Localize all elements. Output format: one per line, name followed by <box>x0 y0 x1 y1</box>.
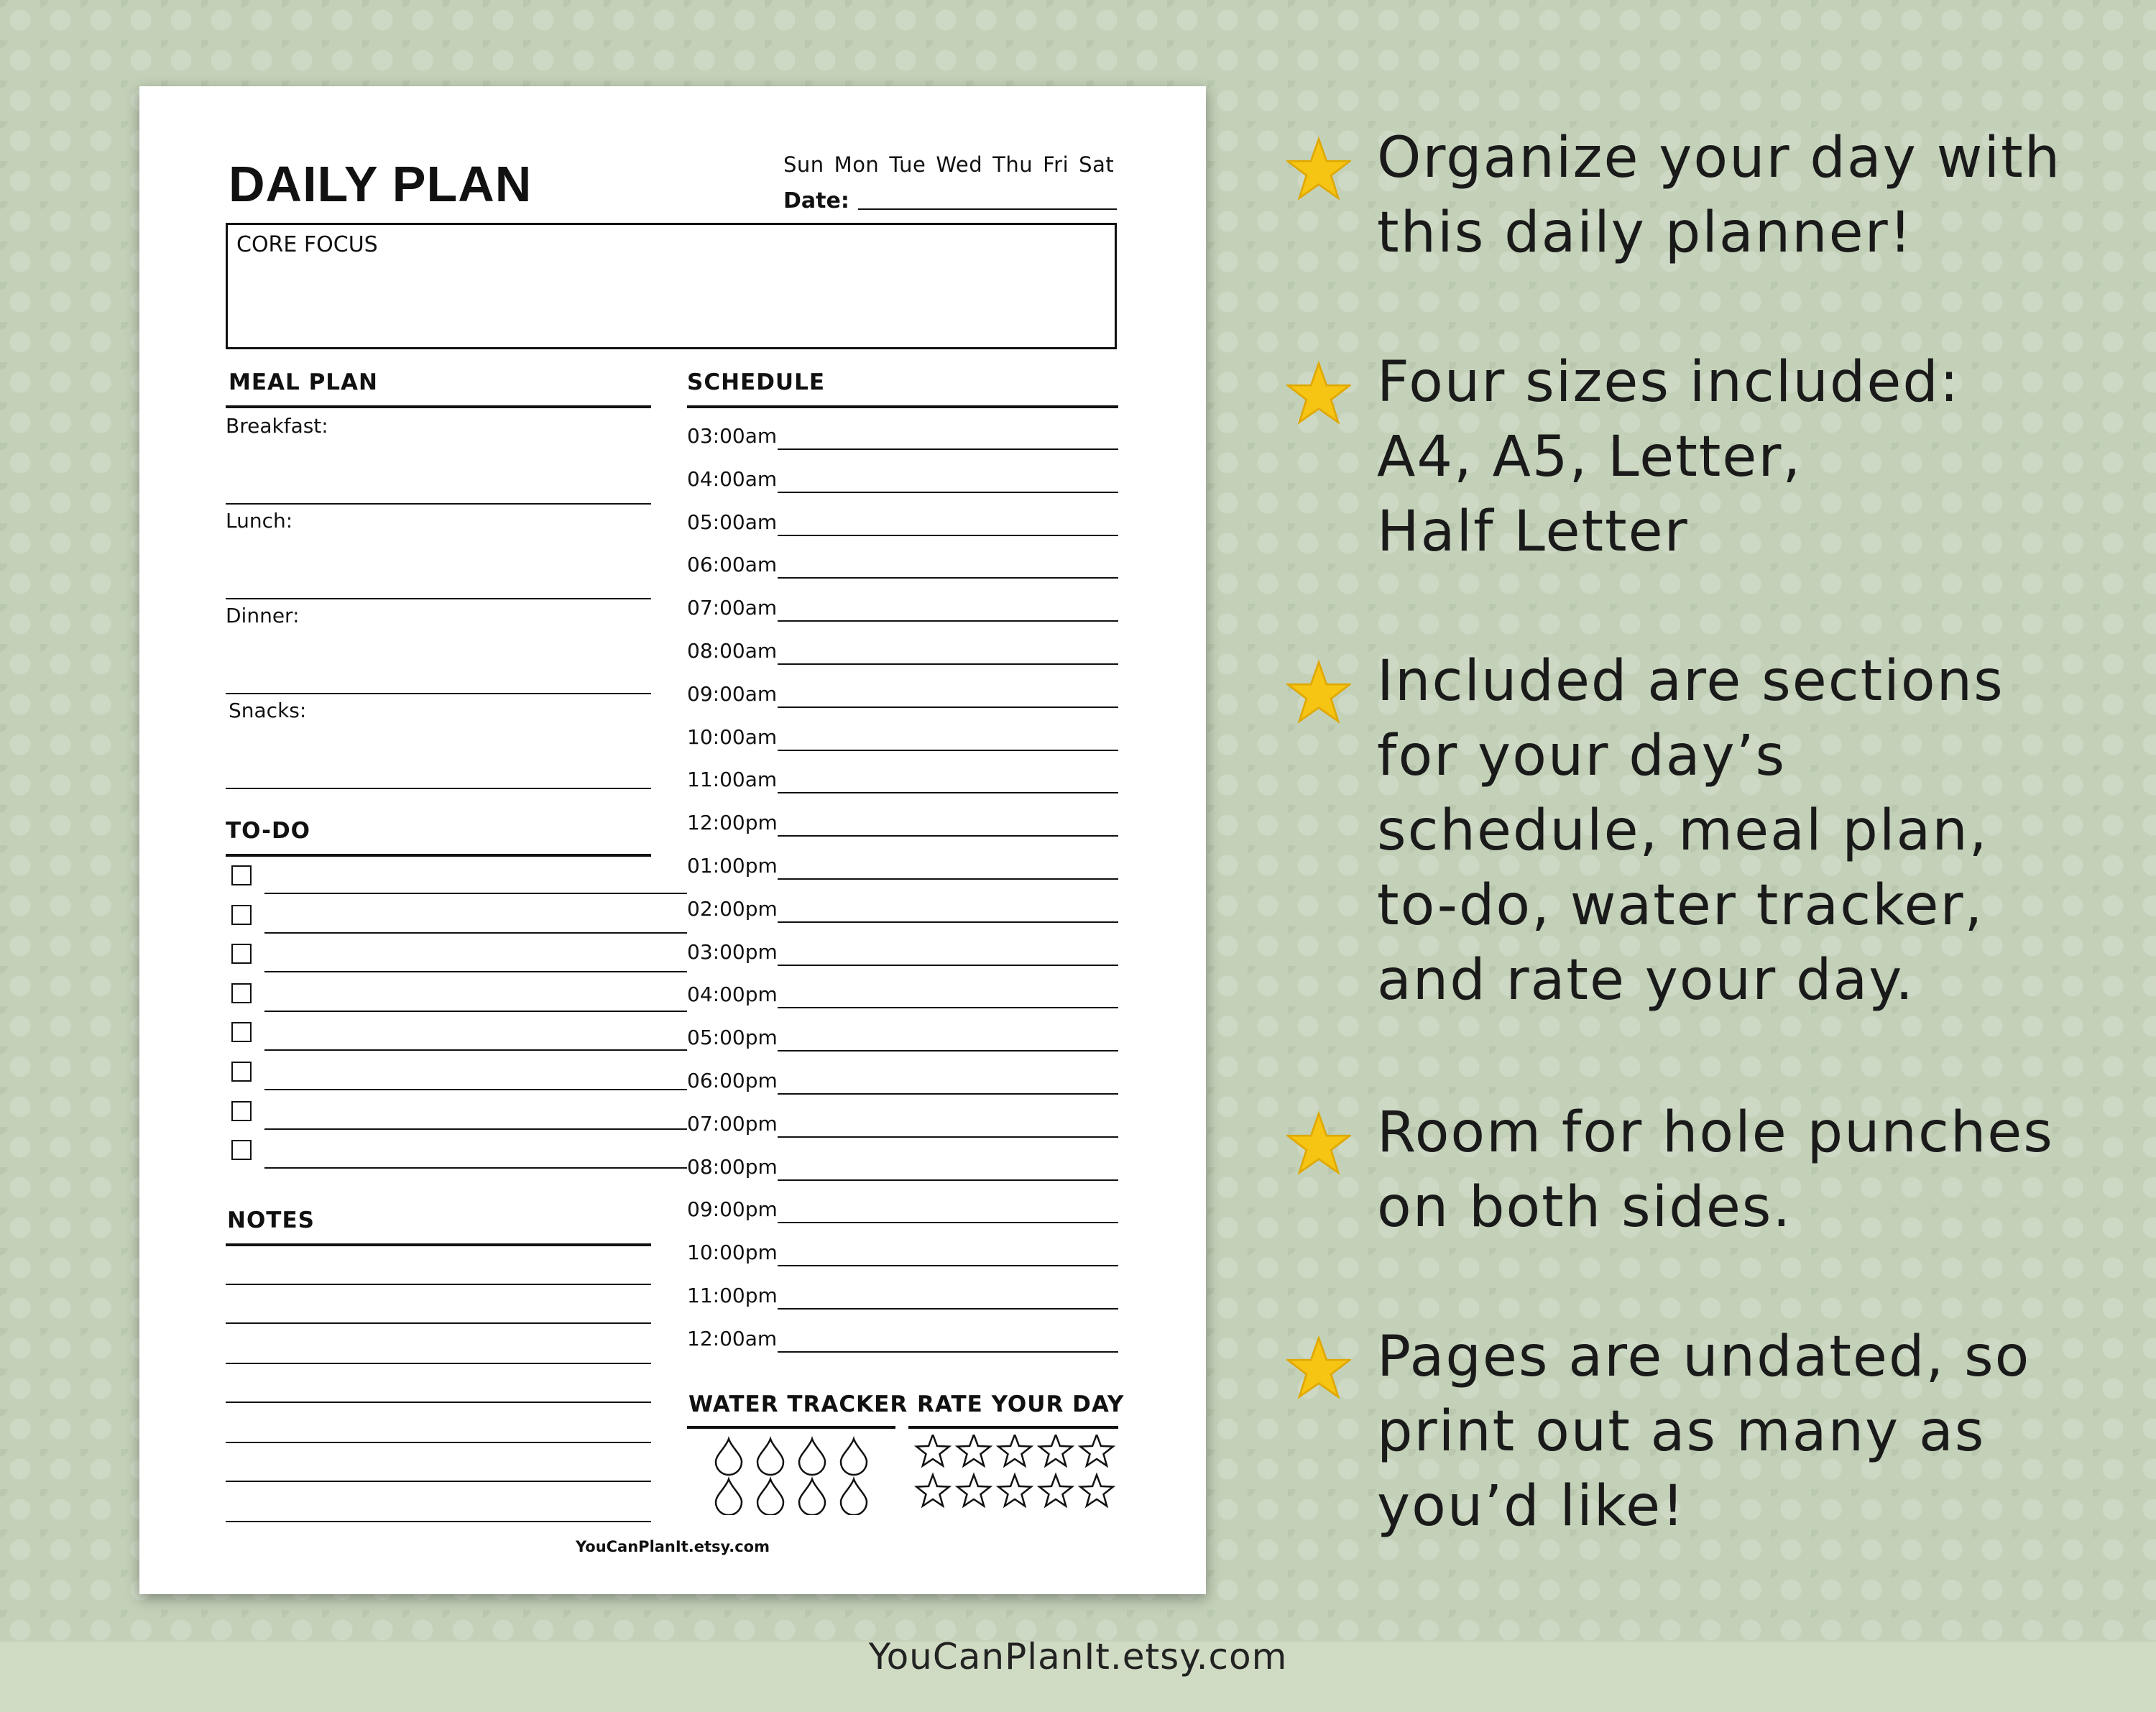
meal-plan-rule <box>226 405 651 408</box>
schedule-time: 10:00pm <box>687 1241 778 1265</box>
schedule-time: 06:00am <box>687 553 778 577</box>
star-icon <box>1286 1335 1351 1400</box>
schedule-line <box>778 835 1118 837</box>
schedule-row <box>687 553 1118 581</box>
notes-line <box>226 1481 651 1482</box>
feature-item <box>1286 1320 2134 1550</box>
todo-checkbox[interactable] <box>231 1022 252 1042</box>
schedule-time: 05:00am <box>687 510 778 534</box>
schedule-line <box>778 750 1118 751</box>
feature-item <box>1286 1095 2134 1253</box>
todo-rule <box>226 854 651 857</box>
rating-star-icon[interactable] <box>1080 1435 1113 1465</box>
schedule-line <box>778 1093 1118 1095</box>
meal-breakfast-label: Breakfast: <box>226 414 328 438</box>
rating-star-icon[interactable] <box>957 1475 990 1506</box>
meal-breakfast-line <box>226 503 651 505</box>
schedule-line <box>778 1265 1118 1266</box>
schedule-line <box>778 1222 1118 1223</box>
schedule-time: 06:00pm <box>687 1069 778 1092</box>
schedule-rule <box>687 405 1118 408</box>
schedule-row <box>687 1284 1118 1312</box>
schedule-line <box>778 921 1118 923</box>
todo-checkbox[interactable] <box>231 944 252 964</box>
schedule-row <box>687 682 1118 711</box>
schedule-row <box>687 510 1118 539</box>
schedule-row <box>687 1197 1118 1226</box>
core-focus-box <box>226 223 1117 349</box>
notes-heading: NOTES <box>227 1207 315 1233</box>
schedule-row <box>687 1026 1118 1054</box>
water-tracker-rule <box>687 1426 895 1429</box>
schedule-row <box>687 1069 1118 1097</box>
todo-checkbox[interactable] <box>231 1140 252 1160</box>
notes-line <box>226 1284 651 1285</box>
star-icon <box>1286 1111 1351 1176</box>
meal-plan-heading: MEAL PLAN <box>229 369 378 395</box>
notes-line <box>226 1442 651 1443</box>
sheet-footer-url: YouCanPlanIt.etsy.com <box>575 1538 770 1555</box>
schedule-line <box>778 620 1118 622</box>
schedule-time: 10:00am <box>687 724 778 749</box>
todo-line <box>264 1011 687 1012</box>
star-icon <box>1286 660 1351 724</box>
date-line <box>858 208 1117 210</box>
schedule-row <box>687 1327 1118 1356</box>
schedule-line <box>778 448 1118 450</box>
schedule-row <box>687 725 1118 754</box>
notes-rule <box>226 1243 651 1246</box>
notes-line <box>226 1521 651 1522</box>
schedule-row <box>687 982 1118 1011</box>
feature-text: Four sizes included: A4, A5, Letter, Half Letter <box>1377 350 1961 564</box>
meal-dinner-label: Dinner: <box>226 604 300 627</box>
schedule-time: 02:00pm <box>687 896 778 921</box>
feature-item <box>1286 345 2134 575</box>
schedule-line <box>778 965 1118 966</box>
schedule-line <box>778 1308 1118 1310</box>
notes-line <box>226 1402 651 1403</box>
rating-star-icon[interactable] <box>916 1475 949 1506</box>
rating-star-icon[interactable] <box>1039 1475 1072 1506</box>
schedule-line <box>778 1136 1118 1138</box>
schedule-line <box>778 1179 1118 1181</box>
schedule-line <box>778 878 1118 880</box>
todo-line <box>264 932 687 934</box>
todo-line <box>264 1167 687 1169</box>
feature-text: Room for hole punches on both sides. <box>1377 1100 2054 1240</box>
notes-line <box>226 1322 651 1324</box>
meal-lunch-line <box>226 598 651 599</box>
todo-heading: TO-DO <box>226 818 311 844</box>
todo-checkbox[interactable] <box>231 1101 252 1121</box>
schedule-time: 08:00pm <box>687 1154 778 1179</box>
schedule-time: 07:00pm <box>687 1111 778 1136</box>
rating-stars <box>914 1435 1123 1515</box>
schedule-line <box>778 707 1118 708</box>
water-drop-icon[interactable] <box>799 1439 825 1475</box>
schedule-row <box>687 596 1118 625</box>
rating-star-icon[interactable] <box>998 1435 1031 1465</box>
todo-line <box>264 1128 687 1130</box>
schedule-row <box>687 768 1118 796</box>
schedule-row <box>687 854 1118 883</box>
meal-snacks-line <box>226 788 651 789</box>
star-icon <box>1286 361 1351 425</box>
schedule-time: 12:00pm <box>687 811 778 835</box>
water-drop-icon[interactable] <box>841 1439 867 1475</box>
star-icon <box>1286 137 1351 201</box>
schedule-time: 12:00am <box>687 1326 778 1350</box>
schedule-line <box>778 492 1118 493</box>
weekday-thu: Thu <box>992 152 1033 177</box>
schedule-time: 04:00pm <box>687 982 778 1007</box>
meal-snacks-label: Snacks: <box>229 699 307 722</box>
water-drop-icon[interactable] <box>716 1479 742 1515</box>
schedule-time: 03:00am <box>687 424 778 448</box>
schedule-row <box>687 424 1118 453</box>
schedule-time: 11:00am <box>687 768 778 792</box>
schedule-row <box>687 1112 1118 1141</box>
weekday-sat: Sat <box>1079 152 1115 177</box>
schedule-line <box>778 577 1118 579</box>
planner-sheet <box>139 86 1206 1594</box>
feature-text: Pages are undated, so print out as many as you’d like! <box>1377 1325 2031 1539</box>
schedule-time: 07:00am <box>687 596 778 620</box>
water-tracker-heading: WATER TRACKER <box>688 1391 908 1417</box>
todo-line <box>264 1089 687 1090</box>
feature-text: Organize your day with this daily planner! <box>1377 126 2062 265</box>
schedule-row <box>687 1155 1118 1184</box>
rate-your-day-rule <box>908 1426 1118 1429</box>
rating-star-icon[interactable] <box>1080 1475 1113 1506</box>
schedule-time: 04:00am <box>687 466 778 491</box>
todo-checkbox[interactable] <box>231 865 252 885</box>
schedule-time: 09:00pm <box>687 1197 778 1222</box>
water-drop-icon[interactable] <box>841 1479 867 1515</box>
water-drop-icon[interactable] <box>757 1439 783 1475</box>
schedule-time: 05:00pm <box>687 1026 778 1050</box>
schedule-row <box>687 1241 1118 1269</box>
schedule-time: 08:00am <box>687 639 778 663</box>
weekday-wed: Wed <box>936 152 983 177</box>
schedule-row <box>687 639 1118 668</box>
rating-star-icon[interactable] <box>998 1475 1031 1506</box>
schedule-time: 03:00pm <box>687 939 778 964</box>
schedule-heading: SCHEDULE <box>687 369 826 395</box>
rating-star-icon[interactable] <box>916 1435 949 1465</box>
rating-star-icon[interactable] <box>1039 1435 1072 1465</box>
meal-lunch-label: Lunch: <box>226 509 293 533</box>
todo-checkbox[interactable] <box>231 905 252 925</box>
todo-line <box>264 971 687 972</box>
rating-star-icon[interactable] <box>957 1435 990 1465</box>
weekday-sun: Sun <box>783 152 824 177</box>
schedule-line <box>778 792 1118 793</box>
todo-line <box>264 893 687 894</box>
schedule-line <box>778 663 1118 665</box>
weekday-tue: Tue <box>889 152 926 177</box>
todo-checkbox[interactable] <box>231 1062 252 1082</box>
date-label: Date: <box>783 188 849 213</box>
weekday-mon: Mon <box>834 152 880 177</box>
core-focus-label: CORE FOCUS <box>236 232 378 257</box>
schedule-line <box>778 1050 1118 1051</box>
notes-line <box>226 1363 651 1364</box>
water-drop-icon[interactable] <box>757 1479 783 1515</box>
schedule-time: 11:00pm <box>687 1284 778 1307</box>
weekday-list <box>783 152 1114 177</box>
footer-url: YouCanPlanIt.etsy.com <box>868 1636 1288 1678</box>
page-title: DAILY PLAN <box>229 156 533 212</box>
schedule-line <box>778 1007 1118 1008</box>
schedule-row <box>687 940 1118 969</box>
schedule-row <box>687 467 1118 496</box>
schedule-row <box>687 897 1118 926</box>
weekday-fri: Fri <box>1043 152 1069 177</box>
water-drops <box>707 1435 880 1515</box>
todo-checkbox[interactable] <box>231 983 252 1003</box>
todo-line <box>264 1049 687 1051</box>
schedule-time: 09:00am <box>687 681 778 706</box>
feature-text: Included are sections for your day’s schedule, meal plan, to-do, water tracker, and rate your day. <box>1377 649 2004 1013</box>
water-drop-icon[interactable] <box>799 1479 825 1515</box>
schedule-row <box>687 811 1118 839</box>
schedule-line <box>778 1351 1118 1353</box>
schedule-time: 01:00pm <box>687 854 778 878</box>
schedule-line <box>778 535 1118 536</box>
feature-item <box>1286 644 2134 1025</box>
water-drop-icon[interactable] <box>716 1439 742 1475</box>
rate-your-day-heading: RATE YOUR DAY <box>917 1391 1125 1417</box>
meal-dinner-line <box>226 693 651 694</box>
feature-item <box>1286 121 2134 279</box>
